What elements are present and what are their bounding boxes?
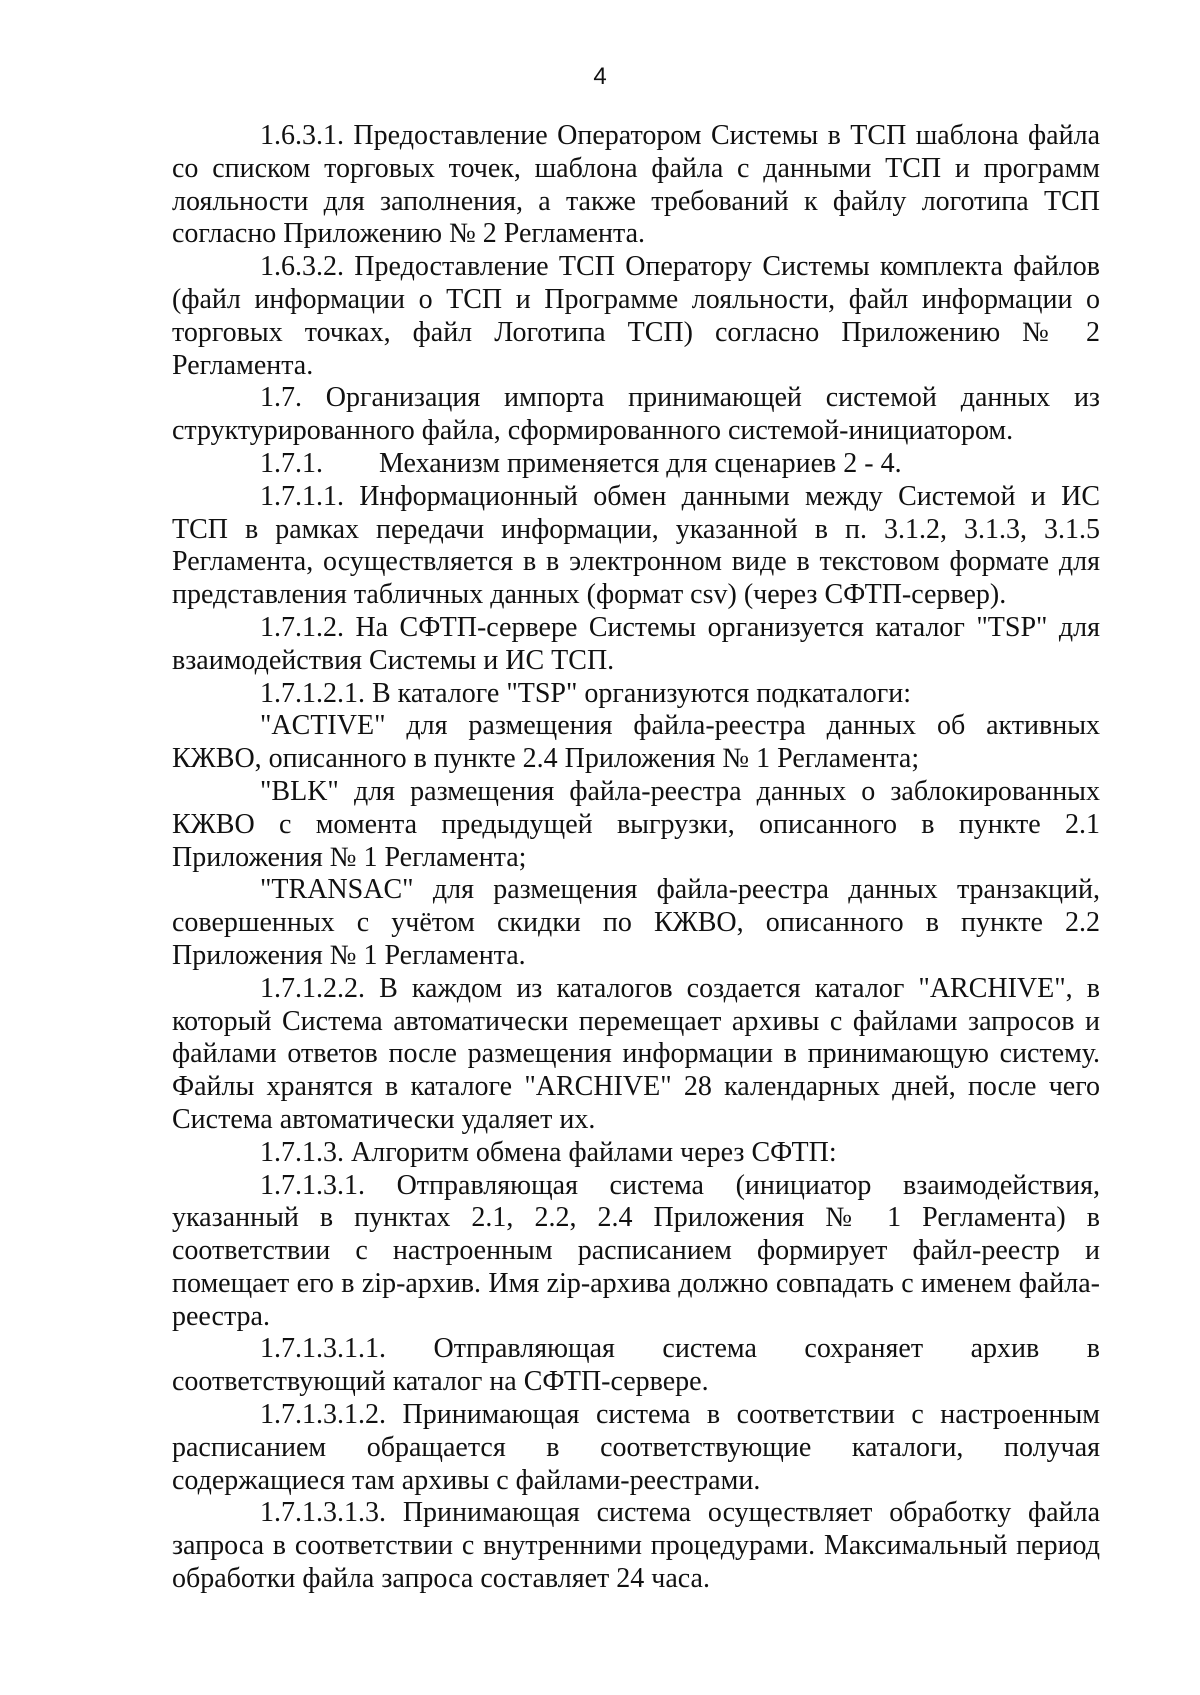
paragraph-1-6-3-2: 1.6.3.2. Предоставление ТСП Оператору Системы комплекта файлов (файл информации о ТСП и Программе лояльности, файл информации о торговых точках, файл Логотипа ТСП) согласно Приложению № 2 Регламента. (172, 251, 1100, 381)
paragraph-1-7-1-3: 1.7.1.3. Алгоритм обмена файлами через СФТП: (260, 1136, 837, 1168)
document-body (172, 120, 1100, 1596)
paragraph-1-7-1-2-1: 1.7.1.2.1. В каталоге "TSP" организуются подкаталоги: (260, 677, 911, 709)
paragraph-1-7-1: 1.7.1. Механизм применяется для сценариев 2 - 4. (260, 447, 902, 479)
page-number: 4 (593, 63, 607, 90)
paragraph-1-7-1-2-2: 1.7.1.2.2. В каждом из каталогов создается каталог "ARCHIVE", в который Система автоматически перемещает архивы с файлами запросов и файлами ответов после размещения информации в принимающую систему. Файлы хранятся в каталоге "ARCHIVE" 28 календарных дней, после чего Система автоматически удаляет их. (172, 972, 1100, 1135)
paragraph-transac-subcatalog: "TRANSAC" для размещения файла-реестра данных транзакций, совершенных с учётом скидки по КЖВО, описанного в пункте 2.2 Приложения № 1 Регламента. (172, 874, 1100, 971)
paragraph-1-7-1-1: 1.7.1.1. Информационный обмен данными между Системой и ИС ТСП в рамках передачи информации, указанной в п. 3.1.2, 3.1.3, 3.1.5 Регламента, осуществляется в в электронном виде в текстовом формате для представления табличных данных (формат csv) (через СФТП-сервер). (172, 480, 1100, 611)
paragraph-1-7: 1.7. Организация импорта принимающей системой данных из структурированного файла, сформированного системой-инициатором. (172, 382, 1100, 447)
paragraph-1-7-1-3-1-3: 1.7.1.3.1.3. Принимающая система осуществляет обработку файла запроса в соответствии с внутренними процедурами. Максимальный период обработки файла запроса составляет 24 часа. (172, 1497, 1100, 1595)
paragraph-1-7-1-3-1-1: 1.7.1.3.1.1. Отправляющая система сохраняет архив в соответствующий каталог на СФТП-сервере. (172, 1333, 1100, 1398)
paragraph-1-6-3-1: 1.6.3.1. Предоставление Оператором Системы в ТСП шаблона файла со списком торговых точек, шаблона файла с данными ТСП и программ лояльности для заполнения, а также требований к файлу логотипа ТСП согласно Приложению № 2 Регламента. (172, 120, 1100, 250)
paragraph-active-subcatalog: "ACTIVE" для размещения файла-реестра данных об активных КЖВО, описанного в пункте 2.4 Приложения № 1 Регламента; (172, 710, 1100, 775)
paragraph-blk-subcatalog: "BLK" для размещения файла-реестра данных о заблокированных КЖВО с момента предыдущей выгрузки, описанного в пункте 2.1 Приложения № 1 Регламента; (172, 775, 1100, 873)
paragraph-1-7-1-2: 1.7.1.2. На СФТП-сервере Системы организуется каталог "TSP" для взаимодействия Системы и ИС ТСП. (172, 611, 1100, 676)
paragraph-1-7-1-3-1: 1.7.1.3.1. Отправляющая система (инициатор взаимодействия, указанный в пунктах 2.1, 2.2, 2.4 Приложения № 1 Регламента) в соответствии с настроенным расписанием формирует файл-реестр и помещает его в zip-архив. Имя zip-архива должно совпадать с именем файла-реестра. (172, 1169, 1100, 1332)
paragraph-1-7-1-3-1-2: 1.7.1.3.1.2. Принимающая система в соответствии с настроенным расписанием обращается в соответствующие каталоги, получая содержащиеся там архивы с файлами-реестрами. (172, 1399, 1100, 1496)
